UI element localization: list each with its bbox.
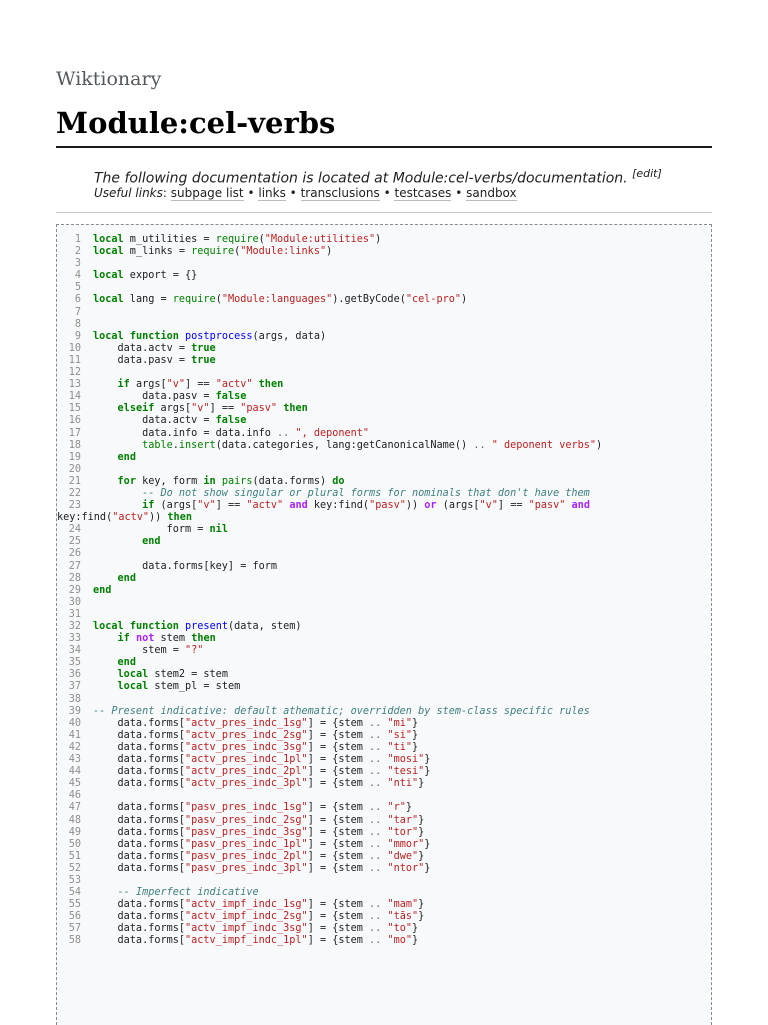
code-line: 49 data.forms["pasv_pres_indc_3sg"] = {stem .. "tor"}: [57, 827, 602, 839]
bullet-separator: •: [455, 186, 463, 200]
code-line: [57, 548, 602, 560]
code-line: 19 end: [57, 452, 602, 464]
code-line: [57, 367, 602, 379]
code-line: 43 data.forms["actv_pres_indc_1pl"] = {stem .. "mosi"}: [57, 754, 602, 766]
code-line: 18 table.insert(data.categories, lang:getCanonicalName() .. " deponent verbs"): [57, 440, 602, 452]
line-number: 8: [74, 318, 81, 330]
line-number: 41: [68, 729, 81, 741]
code-line: 24 form = nil: [57, 524, 602, 536]
line-number: 37: [68, 681, 81, 693]
code-line: 34 stem = "?": [57, 645, 602, 657]
edit-documentation-link[interactable]: [edit]: [632, 167, 662, 180]
documentation-link[interactable]: Module:cel-verbs/documentation: [392, 170, 624, 187]
line-number: 5: [74, 282, 81, 294]
line-number: 12: [68, 367, 81, 379]
code-line: 45 data.forms["actv_pres_indc_3pl"] = {stem .. "nti"}: [57, 778, 602, 790]
code-line: 27 data.forms[key] = form: [57, 561, 602, 573]
line-number: 29: [68, 584, 81, 596]
line-number: 42: [68, 741, 81, 753]
line-number: 39: [68, 705, 81, 717]
code-line: 56 data.forms["actv_impf_indc_2sg"] = {stem .. "tās"}: [57, 911, 602, 923]
line-number: 55: [68, 899, 81, 911]
code-line: [57, 694, 602, 706]
line-number: 15: [68, 403, 81, 415]
line-number: 34: [68, 645, 81, 657]
code-line: [57, 319, 602, 331]
line-number: 17: [68, 427, 81, 439]
code-line: 50 data.forms["pasv_pres_indc_1pl"] = {stem .. "mmor"}: [57, 839, 602, 851]
line-number: 49: [68, 826, 81, 838]
code-line: 14 data.pasv = false: [57, 391, 602, 403]
bullet-separator: •: [383, 186, 391, 200]
line-number: 14: [68, 391, 81, 403]
line-number: 19: [68, 451, 81, 463]
section-divider: [56, 212, 712, 213]
code-line: 48 data.forms["pasv_pres_indc_2sg"] = {stem .. "tar"}: [57, 815, 602, 827]
line-number: 54: [68, 887, 81, 899]
doc-text-before: The following documentation is located at: [94, 170, 393, 187]
code-line: 29 end: [57, 585, 602, 597]
code-line: 36 local stem2 = stem: [57, 669, 602, 681]
line-number: 31: [68, 608, 81, 620]
line-number: 46: [68, 790, 81, 802]
line-number: 48: [68, 814, 81, 826]
line-number: 43: [68, 754, 81, 766]
line-number: 28: [68, 572, 81, 584]
line-number: 20: [68, 463, 81, 475]
transclusions-link[interactable]: transclusions: [300, 186, 380, 200]
documentation-notice: [94, 167, 662, 187]
line-number: 13: [68, 379, 81, 391]
line-number: 10: [68, 342, 81, 354]
code-listing: [57, 234, 602, 948]
code-line: 58 data.forms["actv_impf_indc_1pl"] = {stem .. "mo"}: [57, 935, 602, 947]
line-number: 21: [68, 475, 81, 487]
useful-links-bar: Useful links: subpage list • links • transclusions • testcases • sandbox: [94, 186, 517, 200]
code-line: [57, 282, 602, 294]
line-number: 25: [68, 536, 81, 548]
line-number: 16: [68, 415, 81, 427]
testcases-link[interactable]: testcases: [394, 186, 452, 200]
title-divider: [56, 146, 712, 148]
code-line: [57, 597, 602, 609]
site-name: Wiktionary: [56, 68, 162, 90]
code-line: 52 data.forms["pasv_pres_indc_3pl"] = {stem .. "ntor"}: [57, 863, 602, 875]
code-line: 1 local m_utilities = require("Module:utilities"): [57, 234, 602, 246]
code-line: 42 data.forms["actv_pres_indc_3sg"] = {stem .. "ti"}: [57, 742, 602, 754]
code-line: 37 local stem_pl = stem: [57, 681, 602, 693]
line-number: 26: [68, 548, 81, 560]
line-number: 1: [74, 234, 81, 245]
line-number: 51: [68, 850, 81, 862]
line-number: 6: [74, 294, 81, 306]
line-number: 3: [74, 258, 81, 270]
code-line: 55 data.forms["actv_impf_indc_1sg"] = {stem .. "mam"}: [57, 899, 602, 911]
code-line: 16 data.actv = false: [57, 415, 602, 427]
code-line: 23 if (args["v"] == "actv" and key:find("pasv")) or (args["v"] == "pasv" and: [57, 500, 602, 512]
code-line: 33 if not stem then: [57, 633, 602, 645]
code-line: 21 for key, form in pairs(data.forms) do: [57, 476, 602, 488]
code-line: 41 data.forms["actv_pres_indc_2sg"] = {stem .. "si"}: [57, 730, 602, 742]
code-line: 9 local function postprocess(args, data): [57, 331, 602, 343]
code-line-continuation: key:find("actv")) then: [57, 512, 192, 524]
line-number: 57: [68, 923, 81, 935]
line-number: 38: [68, 693, 81, 705]
code-line: 13 if args["v"] == "actv" then: [57, 379, 602, 391]
code-line: [57, 609, 602, 621]
line-number: 23: [68, 500, 81, 512]
code-line: 32 local function present(data, stem): [57, 621, 602, 633]
code-line: [57, 464, 602, 476]
line-number: 45: [68, 778, 81, 790]
line-number: 18: [68, 439, 81, 451]
bullet-separator: •: [289, 186, 297, 200]
line-number: 40: [68, 717, 81, 729]
links-link[interactable]: links: [258, 186, 286, 200]
source-code-block: [56, 224, 712, 1025]
code-line: 2 local m_links = require("Module:links"): [57, 246, 602, 258]
bullet-separator: •: [247, 186, 255, 200]
code-line: 4 local export = {}: [57, 270, 602, 282]
code-line: 47 data.forms["pasv_pres_indc_1sg"] = {stem .. "r"}: [57, 802, 602, 814]
code-line: [57, 875, 602, 887]
code-line: 28 end: [57, 573, 602, 585]
code-line: [57, 258, 602, 270]
line-number: 32: [68, 621, 81, 632]
line-number: 44: [68, 766, 81, 778]
line-number: 36: [68, 669, 81, 681]
line-number: 47: [68, 802, 81, 814]
subpage-list-link[interactable]: subpage list: [170, 186, 244, 200]
code-line: 6 local lang = require("Module:languages").getByCode("cel-pro"): [57, 294, 602, 306]
code-line: 35 end: [57, 657, 602, 669]
code-line: 51 data.forms["pasv_pres_indc_2pl"] = {stem .. "dwe"}: [57, 851, 602, 863]
code-line: 40 data.forms["actv_pres_indc_1sg"] = {stem .. "mi"}: [57, 718, 602, 730]
doc-text-after: .: [623, 170, 628, 187]
line-number: 50: [68, 838, 81, 850]
code-line: 10 data.actv = true: [57, 343, 602, 355]
useful-links-label: Useful links: [94, 186, 163, 200]
code-line: 44 data.forms["actv_pres_indc_2pl"] = {stem .. "tesi"}: [57, 766, 602, 778]
line-number: 30: [68, 596, 81, 608]
line-number: 9: [74, 330, 81, 342]
line-number: 11: [68, 354, 81, 366]
code-line: 39 -- Present indicative: default athematic; overridden by stem-class specific rules: [57, 706, 602, 718]
code-line: 15 elseif args["v"] == "pasv" then: [57, 403, 602, 415]
code-line: 57 data.forms["actv_impf_indc_3sg"] = {stem .. "to"}: [57, 923, 602, 935]
line-number: 7: [74, 306, 81, 318]
line-number: 33: [68, 633, 81, 645]
line-number: 2: [74, 246, 81, 258]
sandbox-link[interactable]: sandbox: [466, 186, 517, 200]
code-line: [57, 307, 602, 319]
code-line: 11 data.pasv = true: [57, 355, 602, 367]
code-line: [57, 790, 602, 802]
code-line: 17 data.info = data.info .. ", deponent": [57, 428, 602, 440]
line-number: 35: [68, 657, 81, 669]
line-number: 56: [68, 911, 81, 923]
line-number: 58: [68, 935, 81, 947]
code-line: 54 -- Imperfect indicative: [57, 887, 602, 899]
line-number: 52: [68, 862, 81, 874]
line-number: 27: [68, 560, 81, 572]
page-title: Module:cel-verbs: [56, 106, 336, 140]
line-number: 53: [68, 874, 81, 886]
line-number: 4: [74, 270, 81, 282]
code-line: 25 end: [57, 536, 602, 548]
code-line: 22 -- Do not show singular or plural forms for nominals that don't have them: [57, 488, 602, 500]
line-number: 22: [68, 487, 81, 499]
line-number: 24: [68, 524, 81, 536]
